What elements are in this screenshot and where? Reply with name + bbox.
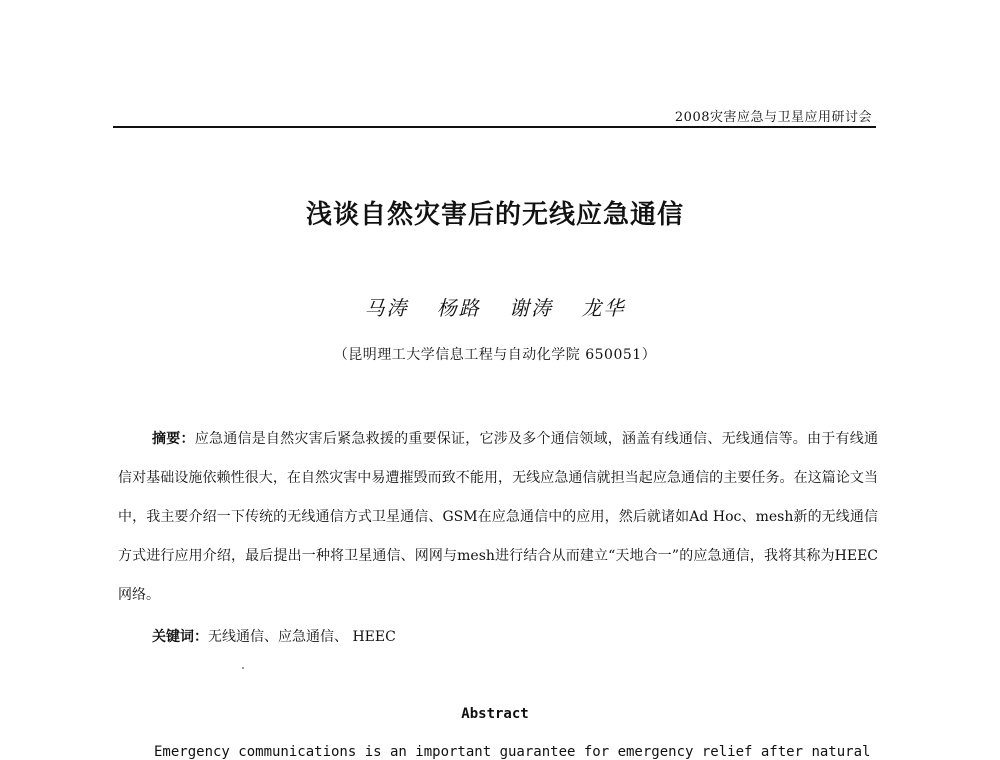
keywords-text: 无线通信、应急通信、 HEEC (208, 629, 396, 645)
authors: 马涛 杨路 谢涛 龙华 (364, 296, 626, 320)
english-abstract-text: Emergency communications is an important guarantee for emergency relief after natural (154, 744, 871, 760)
scan-speck (242, 667, 244, 669)
header-rule (113, 126, 876, 128)
chinese-abstract (118, 420, 878, 615)
paper-title: 浅谈自然灾害后的无线应急通信 (305, 200, 684, 230)
affiliation: （昆明理工大学信息工程与自动化学院 650051） (333, 347, 657, 363)
chinese-abstract-label: 摘要： (152, 431, 195, 447)
english-abstract-title: Abstract (461, 706, 529, 722)
keywords-label: 关键词： (152, 629, 208, 645)
chinese-abstract-text: 应急通信是自然灾害后紧急救援的重要保证，它涉及多个通信领域，涵盖有线通信、无线通信等。由于有线通信对基础设施依赖性很大，在自然灾害中易遭摧毁而致不能用，无线应急通信就担当起应急通信的主要任务。在这篇论文当中，我主要介绍一下传统的无线通信方式卫星通信、GSM在应急通信中的应用，然后就诸如Ad Hoc、mesh新的无线通信方式进行应用介绍，最后提出一种将卫星通信、网网与mesh进行结合从而建立“天地合一”的应急通信，我将其称为HEEC网络。 (118, 431, 879, 603)
keywords (152, 626, 396, 646)
conference-header: 2008灾害应急与卫星应用研讨会 (674, 110, 872, 125)
